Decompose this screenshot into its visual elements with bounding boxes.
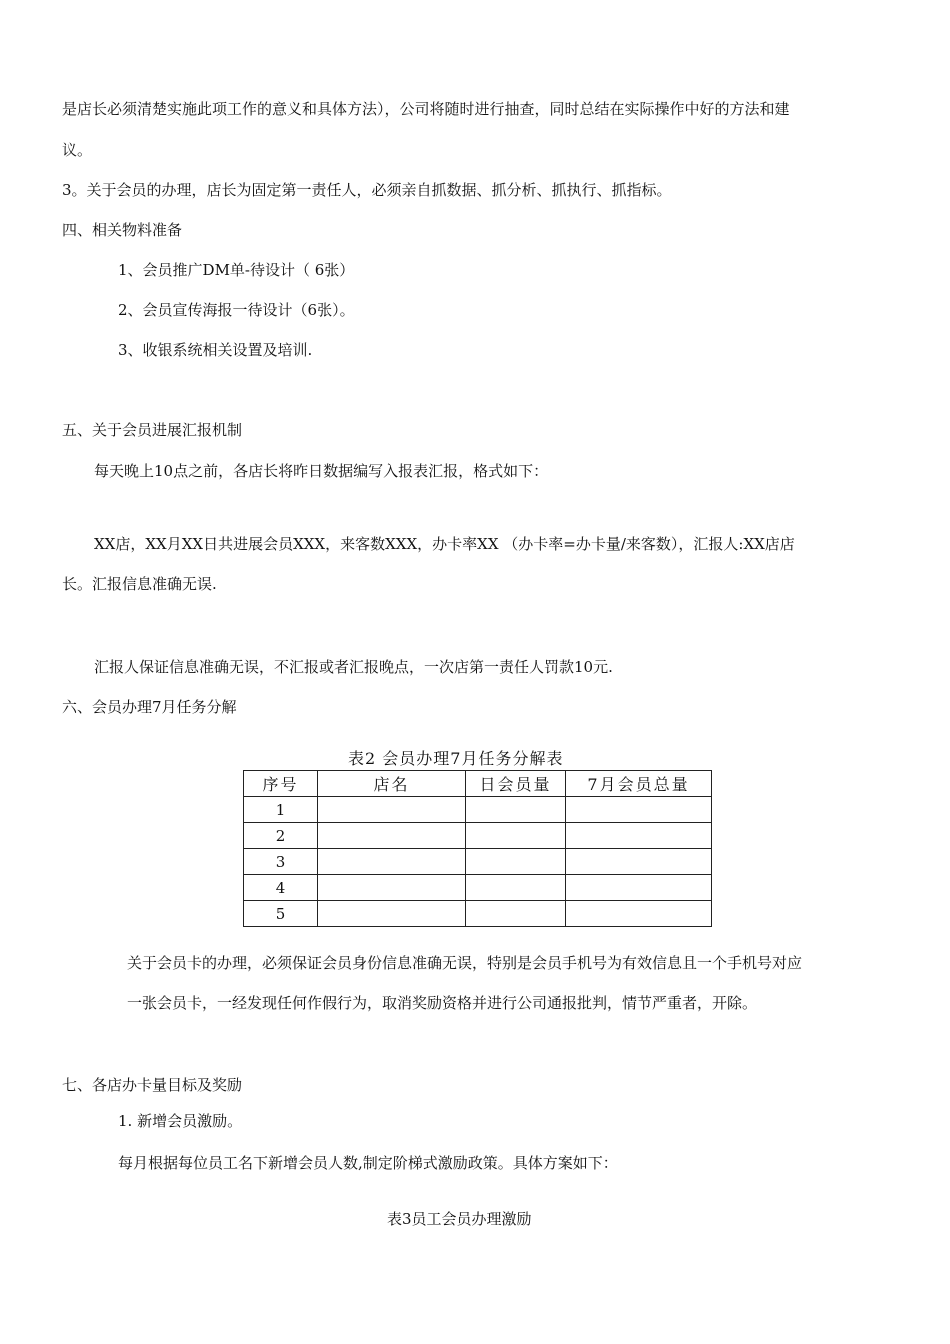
daily-members-cell (466, 875, 566, 901)
section-4-heading: 四、相关物料准备 (62, 221, 183, 239)
table-row (244, 875, 712, 901)
task-table-header (244, 771, 712, 797)
col-header-store-name: 店名 (318, 771, 466, 797)
report-format: XX店，XX月XX日共进展会员XXX，来客数XXX，办卡率XX （办卡率=办卡量/来客数），汇报人:XX店店 (94, 535, 795, 553)
daily-members-cell (466, 849, 566, 875)
item-3-text: 3。关于会员的办理，店长为固定第一责任人，必须亲自抓数据、抓分析、抓执行、抓指标。 (62, 181, 672, 199)
member-card-note-end: 一张会员卡，一经发现任何作假行为，取消奖励资格并进行公司通报批判，情节严重者，开除。 (127, 994, 758, 1012)
materials-item-1: 1、会员推广DM单-待设计（ 6张） (118, 261, 355, 279)
table-3-caption: 表3员工会员办理激励 (387, 1210, 532, 1228)
row-index: 1 (244, 797, 318, 823)
section-6-heading: 六、会员办理7月任务分解 (62, 698, 237, 716)
row-index: 3 (244, 849, 318, 875)
row-index: 5 (244, 901, 318, 927)
col-header-july-total: 7月会员总量 (566, 771, 712, 797)
row-index: 4 (244, 875, 318, 901)
report-format-end: 长。汇报信息准确无误. (62, 575, 217, 593)
paragraph-continuation-end: 议。 (62, 141, 93, 159)
store-name-cell (318, 797, 466, 823)
store-name-cell (318, 823, 466, 849)
table-row (244, 823, 712, 849)
row-index: 2 (244, 823, 318, 849)
july-total-cell (566, 875, 712, 901)
table-row (244, 797, 712, 823)
materials-item-3: 3、收银系统相关设置及培训. (118, 341, 313, 359)
materials-item-2: 2、会员宣传海报一待设计（6张）。 (118, 301, 355, 319)
incentive-item-1: 1. 新增会员激励。 (118, 1112, 243, 1130)
section-7-heading: 七、各店办卡量目标及奖励 (62, 1076, 243, 1094)
july-total-cell (566, 849, 712, 875)
july-total-cell (566, 797, 712, 823)
col-header-daily-members: 日会员量 (466, 771, 566, 797)
july-total-cell (566, 901, 712, 927)
incentive-description: 每月根据每位员工名下新增会员人数,制定阶梯式激励政策。具体方案如下： (118, 1154, 618, 1172)
daily-members-cell (466, 901, 566, 927)
paragraph-continuation: 是店长必须清楚实施此项工作的意义和具体方法），公司将随时进行抽查，同时总结在实际操作中好的方法和建 (62, 100, 790, 118)
july-total-cell (566, 823, 712, 849)
col-header-index: 序号 (244, 771, 318, 797)
daily-members-cell (466, 823, 566, 849)
store-name-cell (318, 849, 466, 875)
table-row (244, 849, 712, 875)
report-instruction: 每天晚上10点之前，各店长将昨日数据编写入报表汇报，格式如下： (94, 462, 549, 480)
store-name-cell (318, 901, 466, 927)
table-row (244, 901, 712, 927)
section-5-heading: 五、关于会员进展汇报机制 (62, 421, 243, 439)
report-penalty: 汇报人保证信息准确无误，不汇报或者汇报晚点，一次店第一责任人罚款10元. (94, 658, 613, 676)
daily-members-cell (466, 797, 566, 823)
table-2-caption: 表2 会员办理7月任务分解表 (348, 749, 564, 768)
store-name-cell (318, 875, 466, 901)
member-card-note: 关于会员卡的办理，必须保证会员身份信息准确无误，特别是会员手机号为有效信息且一个手机号对应 (127, 954, 803, 972)
task-table (243, 770, 712, 927)
